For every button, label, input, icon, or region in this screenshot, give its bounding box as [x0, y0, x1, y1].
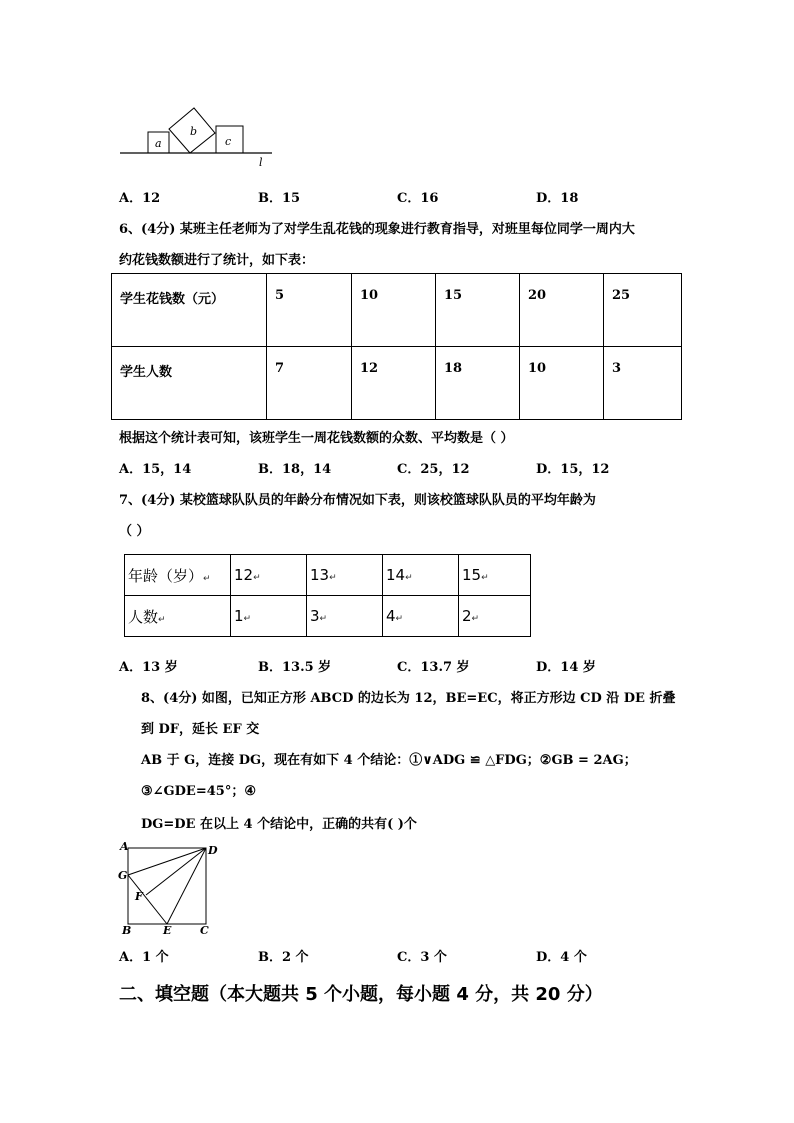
q8-line3: AB 于 G，连接 DG，现在有如下 4 个结论：①∨ADG ≌ △FDG；②GB = 2AG；	[141, 753, 637, 768]
table-cell: 15↵	[459, 555, 531, 596]
q7-option-b[interactable]: B．13.5 岁	[258, 660, 332, 675]
q8-option-a[interactable]: A．1 个	[119, 950, 169, 965]
q7-option-a[interactable]: A．13 岁	[119, 660, 178, 675]
table-cell: 12	[352, 347, 436, 420]
q8-line5: DG=DE 在以上 4 个结论中，正确的共有( )个	[141, 817, 417, 832]
q5-option-a[interactable]: A．12	[119, 191, 161, 206]
q8-option-c[interactable]: C．3 个	[397, 950, 447, 965]
label-F: F	[135, 890, 143, 903]
q8-square-figure	[116, 838, 228, 940]
label-a: a	[155, 137, 162, 150]
q5-option-d[interactable]: D．18	[536, 191, 579, 206]
q6-option-d[interactable]: D．15，12	[536, 462, 610, 477]
table-cell: 7	[267, 347, 352, 420]
q5-option-b[interactable]: B．15	[258, 191, 301, 206]
table-cell: 4↵	[383, 596, 459, 637]
table-cell: 1↵	[231, 596, 307, 637]
q6-option-a[interactable]: A．15，14	[119, 462, 192, 477]
table-cell: 12↵	[231, 555, 307, 596]
q8-option-d[interactable]: D．4 个	[536, 950, 587, 965]
q6-table	[111, 273, 682, 420]
table-cell: 学生花钱数（元）	[112, 274, 267, 347]
table-cell: 5	[267, 274, 352, 347]
q5-squares-figure	[118, 100, 278, 170]
section-2-title: 二、填空题（本大题共 5 个小题，每小题 4 分，共 20 分）	[119, 984, 603, 1005]
q8-option-b[interactable]: B．2 个	[258, 950, 309, 965]
label-E: E	[163, 924, 172, 937]
q6-question: 根据这个统计表可知，该班学生一周花钱数额的众数、平均数是（ ）	[119, 431, 514, 446]
q6-stem-line2: 约花钱数额进行了统计，如下表：	[119, 253, 315, 268]
q5-option-c[interactable]: C．16	[397, 191, 439, 206]
label-A: A	[120, 840, 129, 853]
table-cell: 10	[352, 274, 436, 347]
table-cell: 25	[604, 274, 682, 347]
table-cell: 10	[520, 347, 604, 420]
table-cell: 年龄（岁）↵	[125, 555, 231, 596]
table-cell: 3	[604, 347, 682, 420]
table-row	[125, 596, 531, 637]
label-G: G	[118, 869, 128, 882]
table-cell: 15	[436, 274, 520, 347]
q6-stem-line1: 6、(4分) 某班主任老师为了对学生乱花钱的现象进行教育指导，对班里每位同学一周内大	[119, 222, 635, 237]
q6-option-c[interactable]: C．25，12	[397, 462, 470, 477]
label-b: b	[190, 125, 198, 138]
label-B: B	[122, 924, 132, 937]
table-cell: 3↵	[307, 596, 383, 637]
table-row	[125, 555, 531, 596]
table-cell: 13↵	[307, 555, 383, 596]
q7-option-c[interactable]: C．13.7 岁	[397, 660, 470, 675]
q7-stem-line2: （ ）	[119, 524, 150, 539]
label-D: D	[208, 844, 218, 857]
q7-table	[124, 554, 531, 637]
q8-line2: 到 DF，延长 EF 交	[141, 722, 260, 737]
table-row	[112, 347, 682, 420]
q8-line4: ③∠GDE=45°；④	[141, 784, 256, 799]
table-row	[112, 274, 682, 347]
label-l: l	[259, 156, 263, 169]
table-cell: 人数↵	[125, 596, 231, 637]
q7-stem-line1: 7、(4分) 某校篮球队队员的年龄分布情况如下表，则该校篮球队队员的平均年龄为	[119, 493, 596, 508]
table-cell: 20	[520, 274, 604, 347]
table-cell: 学生人数	[112, 347, 267, 420]
label-C: C	[200, 924, 209, 937]
table-cell: 14↵	[383, 555, 459, 596]
q6-option-b[interactable]: B．18，14	[258, 462, 332, 477]
q8-line1: 8、(4分) 如图，已知正方形 ABCD 的边长为 12，BE=EC，将正方形边 CD 沿 DE 折叠	[141, 691, 676, 706]
q7-option-d[interactable]: D．14 岁	[536, 660, 596, 675]
table-cell: 2↵	[459, 596, 531, 637]
table-cell: 18	[436, 347, 520, 420]
label-c: c	[225, 135, 232, 148]
